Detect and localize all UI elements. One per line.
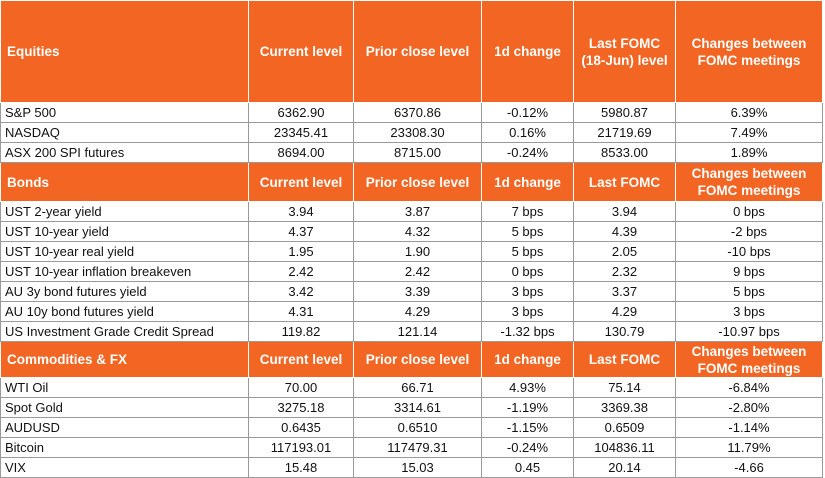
table-cell: 121.14: [354, 322, 482, 342]
table-cell: 130.79: [574, 322, 676, 342]
table-row: [1, 322, 823, 342]
instrument-name: AUDUSD: [1, 418, 249, 438]
equities-column-header: Changes between FOMC meetings: [676, 1, 823, 103]
table-cell: 9 bps: [676, 262, 823, 282]
instrument-name: Spot Gold: [1, 398, 249, 418]
table-row: [1, 202, 823, 222]
table-cell: -0.24%: [482, 143, 574, 163]
table-cell: 15.48: [249, 458, 354, 478]
table-cell: -0.24%: [482, 438, 574, 458]
table-cell: 3.94: [574, 202, 676, 222]
table-row: [1, 458, 823, 478]
bonds-column-header: Prior close level: [354, 163, 482, 202]
table-cell: 0.45: [482, 458, 574, 478]
instrument-name: Bitcoin: [1, 438, 249, 458]
bonds-column-header: Last FOMC: [574, 163, 676, 202]
instrument-name: ASX 200 SPI futures: [1, 143, 249, 163]
table-cell: 3.39: [354, 282, 482, 302]
table-row: [1, 103, 823, 123]
commodities-fx-column-header: 1d change: [482, 342, 574, 378]
table-cell: 4.39: [574, 222, 676, 242]
table-cell: 2.42: [249, 262, 354, 282]
table-cell: 4.31: [249, 302, 354, 322]
commodities-fx-header-row: [1, 342, 823, 378]
table-cell: 3.37: [574, 282, 676, 302]
table-cell: -1.32 bps: [482, 322, 574, 342]
table-cell: 0.6509: [574, 418, 676, 438]
market-summary-body: [1, 1, 823, 478]
table-cell: 6.39%: [676, 103, 823, 123]
table-cell: -1.15%: [482, 418, 574, 438]
table-cell: -10.97 bps: [676, 322, 823, 342]
table-row: [1, 438, 823, 458]
table-cell: 1.95: [249, 242, 354, 262]
instrument-name: UST 10-year real yield: [1, 242, 249, 262]
table-cell: 23345.41: [249, 123, 354, 143]
table-row: [1, 302, 823, 322]
instrument-name: UST 2-year yield: [1, 202, 249, 222]
bonds-header-row: [1, 163, 823, 202]
table-cell: 2.32: [574, 262, 676, 282]
table-cell: 3.42: [249, 282, 354, 302]
instrument-name: S&P 500: [1, 103, 249, 123]
table-cell: 3 bps: [482, 282, 574, 302]
table-cell: 70.00: [249, 378, 354, 398]
instrument-name: UST 10-year inflation breakeven: [1, 262, 249, 282]
table-cell: 119.82: [249, 322, 354, 342]
table-row: [1, 378, 823, 398]
table-cell: 3 bps: [482, 302, 574, 322]
equities-section-title: Equities: [1, 1, 249, 103]
instrument-name: AU 3y bond futures yield: [1, 282, 249, 302]
table-row: [1, 123, 823, 143]
commodities-fx-section-title: Commodities & FX: [1, 342, 249, 378]
table-cell: 5 bps: [482, 242, 574, 262]
instrument-name: VIX: [1, 458, 249, 478]
instrument-name: NASDAQ: [1, 123, 249, 143]
table-cell: 23308.30: [354, 123, 482, 143]
table-cell: 8533.00: [574, 143, 676, 163]
table-cell: 6362.90: [249, 103, 354, 123]
table-cell: 7 bps: [482, 202, 574, 222]
table-cell: 4.29: [574, 302, 676, 322]
commodities-fx-column-header: Prior close level: [354, 342, 482, 378]
table-cell: -10 bps: [676, 242, 823, 262]
table-cell: 2.05: [574, 242, 676, 262]
table-cell: -6.84%: [676, 378, 823, 398]
table-cell: 8715.00: [354, 143, 482, 163]
table-cell: 2.42: [354, 262, 482, 282]
table-cell: 104836.11: [574, 438, 676, 458]
equities-column-header: Current level: [249, 1, 354, 103]
instrument-name: UST 10-year yield: [1, 222, 249, 242]
table-row: [1, 143, 823, 163]
table-cell: -1.19%: [482, 398, 574, 418]
equities-column-header: 1d change: [482, 1, 574, 103]
table-cell: 4.37: [249, 222, 354, 242]
table-cell: 3314.61: [354, 398, 482, 418]
table-cell: 0.16%: [482, 123, 574, 143]
table-cell: 3.94: [249, 202, 354, 222]
instrument-name: WTI Oil: [1, 378, 249, 398]
table-cell: 117193.01: [249, 438, 354, 458]
table-cell: 4.29: [354, 302, 482, 322]
table-cell: 7.49%: [676, 123, 823, 143]
instrument-name: US Investment Grade Credit Spread: [1, 322, 249, 342]
table-cell: 5 bps: [676, 282, 823, 302]
table-cell: 75.14: [574, 378, 676, 398]
table-cell: 6370.86: [354, 103, 482, 123]
equities-column-header: Prior close level: [354, 1, 482, 103]
bonds-section-title: Bonds: [1, 163, 249, 202]
table-cell: -0.12%: [482, 103, 574, 123]
instrument-name: AU 10y bond futures yield: [1, 302, 249, 322]
table-cell: 3275.18: [249, 398, 354, 418]
equities-header-row: [1, 1, 823, 103]
table-cell: 20.14: [574, 458, 676, 478]
bonds-column-header: Current level: [249, 163, 354, 202]
commodities-fx-column-header: Current level: [249, 342, 354, 378]
table-cell: 4.32: [354, 222, 482, 242]
table-cell: 11.79%: [676, 438, 823, 458]
table-cell: 117479.31: [354, 438, 482, 458]
table-row: [1, 242, 823, 262]
table-row: [1, 282, 823, 302]
commodities-fx-column-header: Changes between FOMC meetings: [676, 342, 823, 378]
table-cell: -4.66: [676, 458, 823, 478]
bonds-column-header: Changes between FOMC meetings: [676, 163, 823, 202]
table-cell: 15.03: [354, 458, 482, 478]
table-cell: 8694.00: [249, 143, 354, 163]
table-row: [1, 262, 823, 282]
table-cell: 0.6510: [354, 418, 482, 438]
table-cell: 3 bps: [676, 302, 823, 322]
table-cell: -2 bps: [676, 222, 823, 242]
table-cell: 21719.69: [574, 123, 676, 143]
table-cell: 5980.87: [574, 103, 676, 123]
bonds-column-header: 1d change: [482, 163, 574, 202]
table-cell: 1.89%: [676, 143, 823, 163]
table-cell: -2.80%: [676, 398, 823, 418]
table-cell: 66.71: [354, 378, 482, 398]
equities-column-header: Last FOMC (18-Jun) level: [574, 1, 676, 103]
table-cell: -1.14%: [676, 418, 823, 438]
commodities-fx-column-header: Last FOMC: [574, 342, 676, 378]
table-cell: 1.90: [354, 242, 482, 262]
table-cell: 0 bps: [676, 202, 823, 222]
table-cell: 0 bps: [482, 262, 574, 282]
table-row: [1, 398, 823, 418]
table-cell: 4.93%: [482, 378, 574, 398]
table-cell: 3.87: [354, 202, 482, 222]
table-cell: 3369.38: [574, 398, 676, 418]
table-row: [1, 222, 823, 242]
table-cell: 5 bps: [482, 222, 574, 242]
table-cell: 0.6435: [249, 418, 354, 438]
table-row: [1, 418, 823, 438]
